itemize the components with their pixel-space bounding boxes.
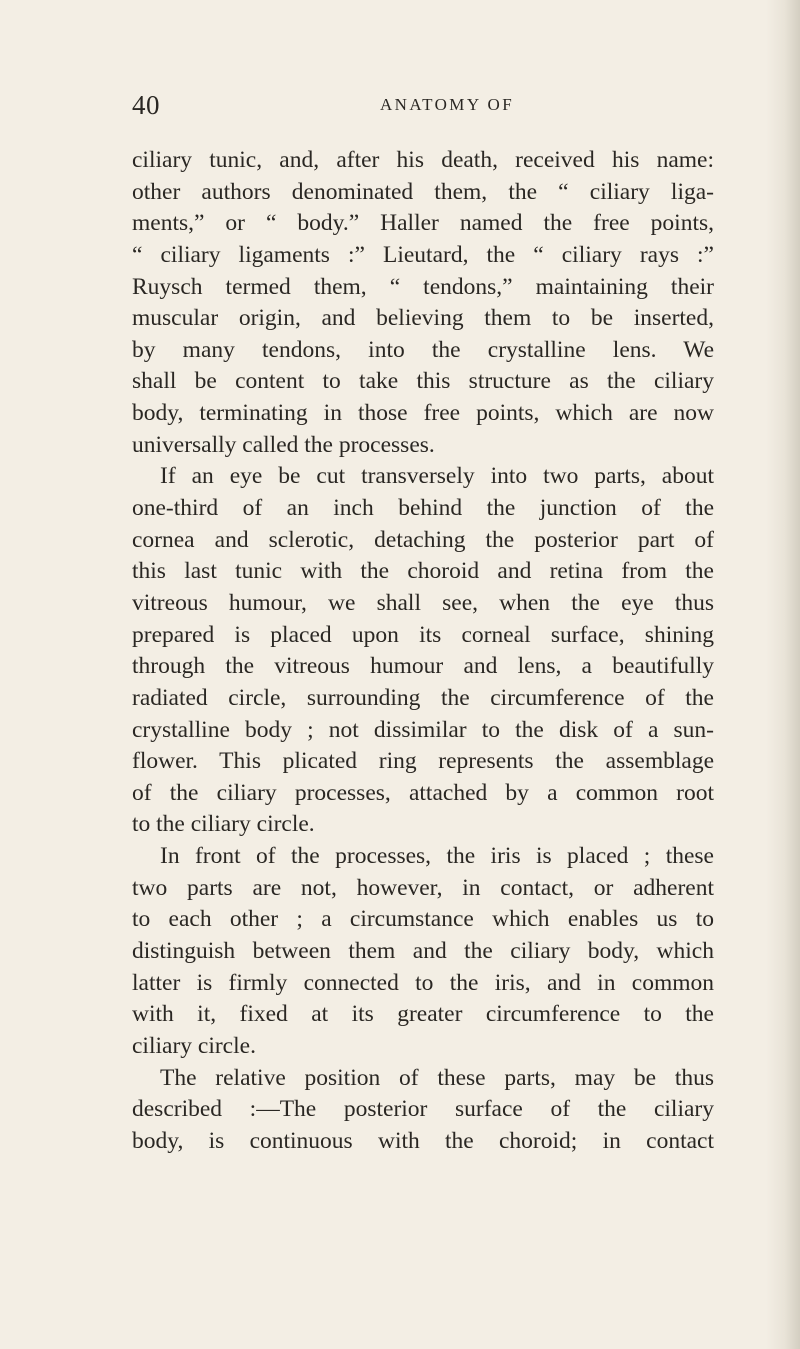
text-line: vitreous humour, we shall see, when the eye thus <box>132 589 714 616</box>
page-edge-shadow <box>766 0 800 1349</box>
text-line: If an eye be cut transversely into two parts, about <box>160 463 714 490</box>
text-line: crystalline body ; not dissimilar to the disk of a sun- <box>132 716 714 743</box>
running-title: ANATOMY OF <box>380 95 515 114</box>
text-line: The relative position of these parts, may be thus <box>160 1064 714 1091</box>
page-header <box>132 90 672 130</box>
text-line: one-third of an inch behind the junction of the <box>132 495 714 522</box>
text-line: cornea and sclerotic, detaching the posterior part of <box>132 526 714 553</box>
text-line: other authors denominated them, the “ ciliary liga- <box>132 178 714 205</box>
text-line: distinguish between them and the ciliary body, which <box>132 938 714 965</box>
text-line: this last tunic with the choroid and retina from the <box>132 558 714 585</box>
text-line: body, terminating in those free points, which are now <box>132 400 714 427</box>
text-line: ciliary circle. <box>132 1032 256 1059</box>
text-line: to the ciliary circle. <box>132 811 315 838</box>
text-line: ciliary tunic, and, after his death, received his name: <box>132 147 714 173</box>
text-line: shall be content to take this structure as the ciliary <box>132 368 714 395</box>
text-line: “ ciliary ligaments :” Lieutard, the “ ciliary rays :” <box>132 241 714 268</box>
text-line: muscular origin, and believing them to be inserted, <box>132 305 714 332</box>
text-line: Ruysch termed them, “ tendons,” maintaining their <box>132 273 714 300</box>
text-line: body, is continuous with the choroid; in contact <box>132 1127 714 1154</box>
text-line: two parts are not, however, in contact, or adherent <box>132 874 714 901</box>
body-text <box>132 145 714 1158</box>
text-line: flower. This plicated ring represents the assemblage <box>132 748 714 775</box>
text-line: In front of the processes, the iris is placed ; these <box>160 843 714 870</box>
text-line: universally called the processes. <box>132 431 435 458</box>
text-line: by many tendons, into the crystalline lens. We <box>132 336 714 363</box>
text-line: ments,” or “ body.” Haller named the free points, <box>132 210 714 237</box>
text-line: through the vitreous humour and lens, a beautifully <box>132 653 714 680</box>
text-line: prepared is placed upon its corneal surface, shining <box>132 621 714 648</box>
text-line: described :—The posterior surface of the ciliary <box>132 1096 714 1123</box>
text-line: latter is firmly connected to the iris, and in common <box>132 969 714 996</box>
text-line: radiated circle, surrounding the circumference of the <box>132 684 714 711</box>
text-line: to each other ; a circumstance which enables us to <box>132 906 714 933</box>
page-number: 40 <box>132 90 160 120</box>
text-line: with it, fixed at its greater circumference to the <box>132 1001 714 1028</box>
text-line: of the ciliary processes, attached by a common root <box>132 779 714 806</box>
